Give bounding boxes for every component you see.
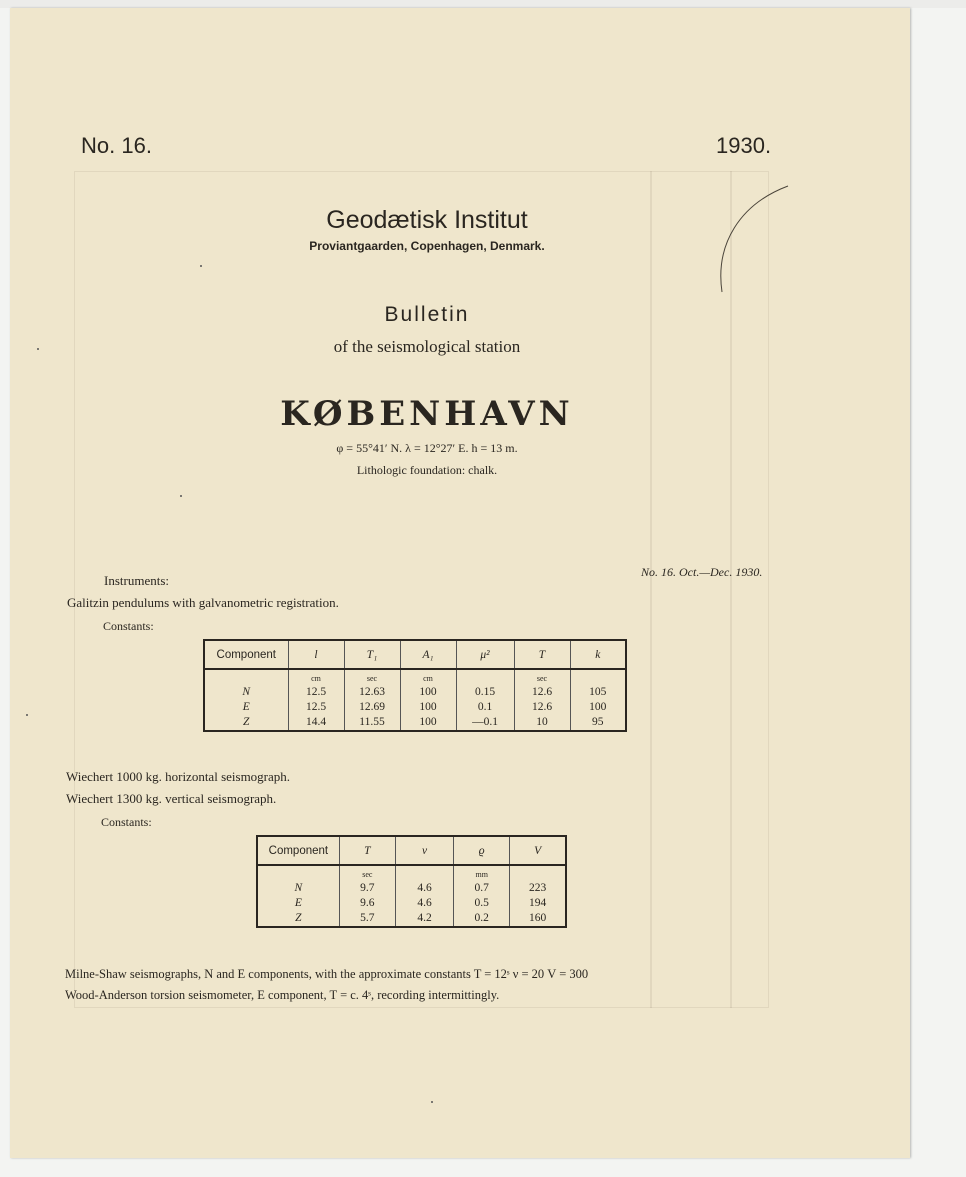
column-header: T xyxy=(339,836,395,865)
table-cell: 12.63 xyxy=(344,685,400,700)
milne-shaw-description: Milne-Shaw seismographs, N and E components, with the approximate constants T = 12ˢ ν = 20 V = 300 xyxy=(65,967,589,981)
table-cell: 0.15 xyxy=(456,685,514,700)
table-row xyxy=(257,881,566,896)
wood-anderson-description: Wood-Anderson torsion seismometer, E component, T = c. 4ˢ, recording intermittingly. xyxy=(65,988,500,1002)
table-cell: 100 xyxy=(400,685,456,700)
table-cell: 0.7 xyxy=(454,881,510,896)
unit-cell: cm xyxy=(288,669,344,685)
bulletin-number: No. 16. xyxy=(81,133,152,158)
table-cell: N xyxy=(257,881,339,896)
column-header: μ² xyxy=(456,640,514,669)
table-cell: 160 xyxy=(529,912,547,924)
table-cell: 11.55 xyxy=(344,715,400,731)
unit-cell xyxy=(204,669,288,685)
table-cell: 5.7 xyxy=(339,911,395,927)
unit-cell: mm xyxy=(454,865,510,881)
column-header: l xyxy=(288,640,344,669)
table-cell: 105 xyxy=(589,686,607,698)
units-row xyxy=(204,669,626,685)
table-cell: 4.6 xyxy=(395,896,453,911)
wiechert-horizontal: Wiechert 1000 kg. horizontal seismograph. xyxy=(66,769,291,784)
table-cell: Z xyxy=(257,911,339,927)
unit-cell xyxy=(395,865,453,881)
table-cell: —0.1 xyxy=(456,715,514,731)
table-cell: 194 xyxy=(529,897,547,909)
speck xyxy=(200,265,202,267)
lithologic-foundation: Lithologic foundation: chalk. xyxy=(356,463,498,477)
table-cell: E xyxy=(257,896,339,911)
units-row xyxy=(257,865,566,881)
issue-line: No. 16. Oct.—Dec. 1930. xyxy=(641,565,763,579)
constants-label: Constants: xyxy=(101,815,152,829)
column-header: k xyxy=(570,640,626,669)
table-header-row xyxy=(204,640,626,669)
institute-address: Proviantgaarden, Copenhagen, Denmark. xyxy=(309,239,545,253)
institute-name: Geodætisk Institut xyxy=(326,206,528,234)
table-cell: 4.6 xyxy=(395,881,453,896)
galitzin-description: Galitzin pendulums with galvanometric registration. xyxy=(67,595,339,610)
column-header: A₁ xyxy=(400,640,456,669)
bulletin-year: 1930. xyxy=(716,133,772,158)
unit-cell xyxy=(257,865,339,881)
table-cell: 0.1 xyxy=(456,700,514,715)
table-cell: 95 xyxy=(592,716,604,728)
station-coordinates: φ = 55°41′ N. λ = 12°27′ E. h = 13 m. xyxy=(336,441,518,455)
table-cell: N xyxy=(204,685,288,700)
column-header: T xyxy=(514,640,570,669)
table-cell: 100 xyxy=(589,701,607,713)
table-cell: 0.5 xyxy=(454,896,510,911)
column-header: T₁ xyxy=(344,640,400,669)
table-header-row xyxy=(257,836,566,865)
table-cell: 100 xyxy=(400,715,456,731)
table-cell: 223 xyxy=(529,882,547,894)
table-cell: 9.7 xyxy=(339,881,395,896)
table-cell: E xyxy=(204,700,288,715)
show-through-line xyxy=(650,171,652,1008)
unit-cell xyxy=(570,669,626,685)
unit-cell: sec xyxy=(514,669,570,685)
table-row xyxy=(204,700,626,715)
column-header: ϱ xyxy=(454,836,510,865)
unit-cell xyxy=(510,865,566,881)
bulletin-title: Bulletin xyxy=(384,303,470,326)
table-cell: 12.6 xyxy=(514,700,570,715)
table-row xyxy=(204,715,626,731)
table-cell: 12.6 xyxy=(514,685,570,700)
bulletin-subtitle: of the seismological station xyxy=(333,337,521,356)
instruments-heading: Instruments: xyxy=(104,573,169,588)
table-cell: 12.5 xyxy=(288,700,344,715)
speck xyxy=(37,348,39,350)
table-cell: 100 xyxy=(400,700,456,715)
speck xyxy=(180,495,182,497)
table-cell: 0.2 xyxy=(454,911,510,927)
table-cell: Z xyxy=(204,715,288,731)
column-header: V xyxy=(510,836,566,865)
table-cell: 14.4 xyxy=(288,715,344,731)
speck xyxy=(26,714,28,716)
galitzin-constants-table xyxy=(203,639,627,732)
document-page xyxy=(10,8,910,1158)
station-name: KØBENHAVN xyxy=(280,394,574,434)
unit-cell: sec xyxy=(339,865,395,881)
table-cell: 10 xyxy=(514,715,570,731)
column-header: Component xyxy=(204,640,288,669)
speck xyxy=(431,1101,433,1103)
wiechert-vertical: Wiechert 1300 kg. vertical seismograph. xyxy=(66,791,277,806)
unit-cell: cm xyxy=(400,669,456,685)
table-row xyxy=(257,896,566,911)
table-cell: 4.2 xyxy=(395,911,453,927)
table-row xyxy=(204,685,626,700)
table-cell: 9.6 xyxy=(339,896,395,911)
scan-top-strip xyxy=(0,0,966,8)
table-cell: 12.69 xyxy=(344,700,400,715)
table-row xyxy=(257,911,566,927)
column-header: ν xyxy=(395,836,453,865)
wiechert-constants-table xyxy=(256,835,567,928)
column-header: Component xyxy=(257,836,339,865)
unit-cell xyxy=(456,669,514,685)
constants-label: Constants: xyxy=(103,619,154,633)
table-cell: 12.5 xyxy=(288,685,344,700)
unit-cell: sec xyxy=(344,669,400,685)
